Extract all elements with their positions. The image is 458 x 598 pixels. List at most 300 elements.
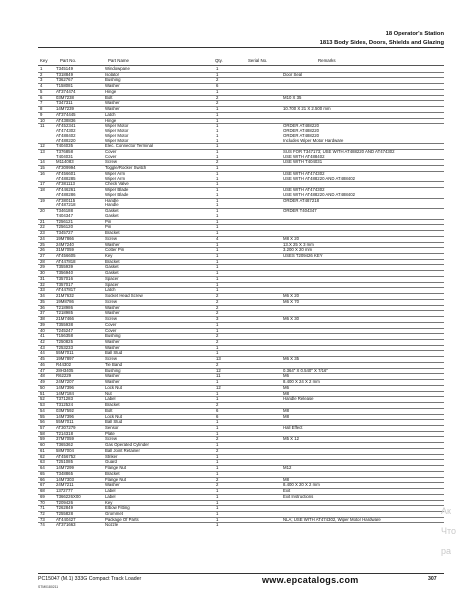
column-header-divider (38, 65, 444, 66)
cell-remarks: 8.400 X 24 X 2 mm (283, 379, 320, 385)
cell-part-name: Wiper Arm (105, 170, 126, 176)
cell-key: 74 (40, 522, 45, 528)
cell-part-name: Hinge (105, 88, 117, 94)
cell-remarks: USES T209426 KEY (283, 252, 323, 258)
cell-part-name: Washer (105, 379, 120, 385)
cell-remarks: M8 X 20 (283, 235, 300, 241)
header-divider (38, 47, 444, 48)
cell-part-no: T318849 (56, 71, 73, 77)
cell-part-no: T362767 (56, 77, 73, 83)
cell-part-name: Bracket (105, 470, 120, 476)
cell-key: 14 (40, 159, 45, 165)
cell-part-no: AT452341 (56, 123, 76, 129)
cell-part-no: AT456601 (56, 170, 76, 176)
parts-table (38, 67, 444, 528)
cell-part-no: T345727 (56, 230, 73, 236)
cell-qty: 1 (216, 132, 219, 138)
cell-key: 58 (40, 430, 45, 436)
cell-remarks: M8 (283, 413, 289, 419)
cell-key: 31 (40, 275, 45, 281)
cell-qty: 1 (216, 453, 219, 459)
cell-part-name: Hinge (105, 117, 117, 123)
cell-part-name: Cover (105, 153, 117, 159)
cell-part-no: T262849 (56, 505, 73, 511)
cell-part-name: Key (105, 499, 113, 505)
cell-part-no: T312524 (56, 402, 73, 408)
cell-part-name: Wiper Motor (105, 137, 129, 143)
cell-qty: 1 (216, 493, 219, 499)
cell-part-no: AT307279 (56, 425, 76, 430)
cell-qty: 2 (216, 298, 219, 304)
cell-part-name: Plate (105, 430, 115, 436)
cell-key: 9 (40, 111, 43, 117)
cell-part-no: AT487218 (56, 202, 76, 208)
cell-qty: 1 (216, 327, 219, 333)
cell-key: 6 (40, 94, 43, 100)
cell-qty: 1 (216, 117, 219, 123)
cell-key: 41 (40, 333, 45, 339)
cell-part-no: T347311 (56, 100, 73, 106)
cell-part-name: Lock Nut (105, 384, 122, 390)
cell-qty: 2 (216, 77, 219, 83)
cell-key: 19 (40, 197, 45, 203)
cell-key: 18 (40, 187, 45, 193)
cell-qty: 1 (216, 258, 219, 264)
cell-key: 12 (40, 143, 45, 149)
table-row (38, 522, 444, 528)
cell-qty: 2 (216, 476, 219, 482)
cell-qty: 2 (216, 100, 219, 106)
cell-part-name: Gas Operated Cylinder (105, 442, 149, 448)
cell-part-name: Screw (105, 159, 117, 165)
cell-part-name: Tie Band (105, 361, 123, 367)
cell-remarks: Hall Effect (283, 425, 303, 430)
cell-remarks: USE WITH T404031 (283, 159, 323, 165)
cell-qty: 1 (216, 419, 219, 425)
cell-key: 34 (40, 293, 45, 299)
cell-qty: 1 (216, 106, 219, 112)
cell-part-name: Lock Nut (105, 413, 122, 419)
cell-part-name: Elec. Connector Terminal (105, 143, 153, 149)
cell-part-no: 14M7396 (56, 413, 74, 419)
cell-key: 10 (40, 117, 45, 123)
cell-part-name: Bushing (105, 367, 121, 373)
cell-key: 55 (40, 413, 45, 419)
cell-part-no: T253233 (56, 344, 73, 350)
cell-qty: 1 (216, 187, 219, 193)
cell-qty: 1 (216, 128, 219, 134)
cell-part-name: Isolator (105, 71, 120, 77)
cell-part-name: Wiper Blade (105, 187, 129, 193)
cell-key: 43 (40, 344, 45, 350)
cell-part-no: T356940 (56, 270, 73, 276)
cell-remarks: 13.X 25 X 3 mm (283, 241, 314, 247)
cell-qty: 1 (216, 442, 219, 448)
cell-qty: 1 (216, 270, 219, 276)
cell-key: 66 (40, 476, 45, 482)
cell-key: 17 (40, 181, 45, 187)
cell-key: 7 (40, 100, 43, 106)
cell-key: 29 (40, 264, 45, 270)
cell-key: 61 (40, 447, 45, 453)
cell-part-name: Screw (105, 356, 117, 362)
cell-part-name: Screw (105, 436, 117, 442)
cell-remarks: Exit (283, 488, 291, 494)
cell-qty: 1 (216, 470, 219, 476)
cell-part-name: Bolt (105, 94, 113, 100)
cell-key: 15 (40, 165, 45, 171)
cell-qty: 1 (216, 170, 219, 176)
cell-key: 11 (40, 123, 45, 129)
cell-part-no: 19M8786 (56, 298, 74, 304)
cell-key: 64 (40, 465, 45, 471)
cell-part-no: T245247 (56, 327, 73, 333)
cell-part-no: AT380115 (56, 197, 76, 203)
cell-part-no: T214318 (56, 430, 73, 436)
cell-part-no: T365362 (56, 442, 73, 448)
cell-part-name: Bushing (105, 333, 121, 339)
cell-part-no: AT374474 (56, 88, 76, 94)
cell-part-name: Cover (105, 321, 117, 327)
cell-part-name: Guard (105, 459, 117, 465)
cell-qty: 4 (216, 235, 219, 241)
cell-remarks: USE WITH AT474302 (283, 187, 325, 193)
cell-part-no: 37M7059 (56, 436, 74, 442)
cell-remarks: M12 (283, 465, 292, 471)
cell-part-name: Washer (105, 482, 120, 488)
cell-key: 38 (40, 316, 45, 322)
cell-remarks: M6 X 30 (283, 316, 300, 322)
cell-part-name: Washer (105, 338, 120, 344)
cell-key: 67 (40, 482, 45, 488)
col-part-name-header: Part Name (108, 58, 129, 63)
cell-part-no: T348865 (56, 470, 73, 476)
cell-part-no: T255828 (56, 511, 73, 517)
cell-key: 5 (40, 88, 43, 94)
cell-remarks: ORDER AT488220 (283, 132, 319, 138)
cell-key: 48 (40, 373, 45, 379)
cell-part-name: Toggle/Rocker Switch (105, 165, 147, 171)
cell-qty: 1 (216, 212, 219, 218)
cell-key: 65 (40, 470, 45, 476)
cell-part-name: Socket Head Screw (105, 293, 143, 299)
cell-part-name: Bracket (105, 402, 120, 408)
cell-part-name: Handle (105, 202, 119, 208)
cell-key: 59 (40, 436, 45, 442)
watermark-text: Ак (441, 506, 451, 516)
cell-qty: 3 (216, 316, 219, 322)
cell-qty: 1 (216, 241, 219, 247)
cell-part-no: T218985 (56, 310, 73, 316)
cell-part-no: T404035 (56, 143, 73, 149)
cell-part-name: Label (105, 488, 116, 494)
cell-key: 13 (40, 149, 45, 155)
cell-part-name: Handle (105, 197, 119, 203)
cell-part-name: Bracket (105, 258, 120, 264)
cell-qty: 1 (216, 88, 219, 94)
cell-part-no: 19M7897 (56, 356, 74, 362)
cell-key: 25 (40, 241, 45, 247)
cell-qty: 1 (216, 153, 219, 159)
cell-qty: 1 (216, 165, 219, 171)
cell-key: 60 (40, 442, 45, 448)
cell-qty: 1 (216, 321, 219, 327)
cell-qty: 1 (216, 522, 219, 528)
cell-part-name: Bracket (105, 230, 120, 236)
cell-remarks: ORDER AT488220 (283, 128, 319, 134)
cell-qty: 1 (216, 264, 219, 270)
cell-key: 56 (40, 419, 45, 425)
cell-qty: 1 (216, 396, 219, 402)
cell-remarks: Handle Release (283, 396, 314, 402)
cell-part-name: Gasket (105, 208, 119, 214)
cell-part-name: Bushing (105, 77, 121, 83)
cell-qty: 1 (216, 390, 219, 396)
site-watermark: www.epcatalogs.com (262, 575, 359, 585)
cell-part-name: Ball Stud (105, 419, 123, 425)
cell-qty: 1 (216, 137, 219, 143)
cell-qty: 1 (216, 430, 219, 436)
cell-qty: 1 (216, 247, 219, 253)
cell-qty: 1 (216, 425, 219, 430)
cell-part-no: T366226X00 (56, 493, 81, 499)
cell-key: 36 (40, 304, 45, 310)
cell-qty: 2 (216, 436, 219, 442)
watermark-text: Что (441, 526, 457, 536)
cell-key: 50 (40, 384, 45, 390)
cell-part-name: Nut (105, 390, 112, 396)
cell-remarks: USE WITH AT488402 (283, 153, 325, 159)
cell-qty: 1 (216, 197, 219, 203)
cell-part-no: 24M7240 (56, 241, 74, 247)
cell-part-name: Screw (105, 235, 117, 241)
cell-part-no: 03M7592 (56, 407, 74, 413)
cell-part-no: T355939 (56, 264, 73, 270)
section-title: 18 Operator's Station (385, 31, 444, 37)
cell-part-name: Pin (105, 218, 112, 224)
footer-divider (38, 573, 444, 574)
col-key-header: Key (40, 58, 48, 63)
page-header (320, 30, 444, 47)
cell-remarks: Exit Instructions (283, 493, 314, 499)
cell-key: 68 (40, 488, 45, 494)
catalog-id: PC15047 (M.1) 333G Compact Track Loader (38, 576, 142, 582)
cell-qty: 1 (216, 208, 219, 214)
cell-remarks: 0.364" X 0.540" X 7/16" (283, 367, 328, 373)
cell-key: 27 (40, 252, 45, 258)
cell-part-name: Sensor (105, 425, 119, 430)
cell-remarks: 3.200 X 20 mm (283, 247, 313, 253)
cell-part-no: AT371663 (56, 522, 76, 528)
cell-part-no: 21M7632 (56, 293, 74, 299)
cell-qty: 1 (216, 459, 219, 465)
cell-qty: 1 (216, 111, 219, 117)
cell-remarks: NLA; USE WITH AT474302, Wiper Motor Hardware (283, 516, 381, 522)
cell-qty: 2 (216, 310, 219, 316)
col-qty-header: Qty. (215, 58, 223, 63)
cell-part-no: T209426 (56, 499, 73, 505)
cell-remarks: M8 (283, 390, 289, 396)
cell-key: 20 (40, 208, 45, 214)
cell-part-name: Package Of Parts (105, 516, 139, 522)
cell-qty: 1 (216, 66, 219, 71)
cell-qty: 1 (216, 281, 219, 287)
cell-part-name: Latch (105, 111, 116, 117)
cell-qty: 1 (216, 181, 219, 187)
cell-remarks: M6 X 35 (283, 356, 300, 362)
page-number: 307 (428, 576, 437, 582)
cell-part-name: Bolt (105, 407, 113, 413)
cell-key: 53 (40, 402, 45, 408)
cell-part-no: AT438836 (56, 117, 76, 123)
cell-part-no: 19M7866 (56, 235, 74, 241)
subsection-title: 1813 Body Sides, Doors, Shields and Glazing (319, 39, 444, 46)
cell-remarks: M8 (283, 476, 289, 482)
cell-qty: 2 (216, 402, 219, 408)
cell-key: 46 (40, 361, 45, 367)
cell-part-name: Check Valve (105, 181, 129, 187)
cell-part-name: Washer (105, 83, 120, 89)
cell-part-name: Grommet (105, 511, 123, 517)
cell-part-name: Flange Nut (105, 476, 127, 482)
cell-remarks: M10 X 35 (283, 94, 302, 100)
cell-qty: 6 (216, 407, 219, 413)
cell-key: 8 (40, 106, 43, 112)
cell-part-no: T158081 (56, 83, 73, 89)
cell-part-name: Striker (105, 453, 118, 459)
cell-part-no: AT456752 (56, 453, 76, 459)
cell-key: 40 (40, 327, 45, 333)
cell-part-name: Wiper Motor (105, 123, 129, 129)
cell-part-no: T218986 (56, 304, 73, 310)
cell-part-name: Ball Stud (105, 350, 123, 356)
cell-part-name: Cotter Pin (105, 247, 125, 253)
cell-key: 33 (40, 287, 45, 293)
cell-key: 1 (40, 66, 43, 71)
cell-part-no: 55M7011 (56, 419, 74, 425)
col-part-no-header: Part No. (60, 58, 77, 63)
cell-part-no: AT446261 (56, 187, 76, 193)
cell-remarks: SUS FOR T347173; USE WITH AT488220 AND AT474302 (283, 149, 395, 155)
cell-key: 2 (40, 71, 43, 77)
cell-qty: 1 (216, 202, 219, 208)
cell-part-no: M114083 (56, 159, 74, 165)
cell-qty: 1 (216, 191, 219, 197)
cell-part-no: 55M7011 (56, 350, 74, 356)
cell-part-no: T256121 (56, 218, 73, 224)
cell-part-no: 24M7207 (56, 379, 74, 385)
cell-part-no: 14M7299 (56, 465, 74, 471)
cell-remarks: Includes Wiper Motor Hardware (283, 137, 344, 143)
cell-key: 24 (40, 235, 45, 241)
cell-part-name: Washer (105, 241, 120, 247)
cell-part-no: T355938 (56, 321, 73, 327)
cell-key: 52 (40, 396, 45, 402)
cell-part-name: Wiper Motor (105, 132, 129, 138)
cell-qty: 1 (216, 350, 219, 356)
cell-qty: 1 (216, 505, 219, 511)
cell-part-no: AT309994 (56, 165, 76, 171)
cell-qty: 2 (216, 447, 219, 453)
cell-part-no: AT447818 (56, 258, 76, 264)
cell-remarks: 8.400 X 20 X 2 mm (283, 482, 320, 488)
cell-part-name: Washer (105, 100, 120, 106)
cell-remarks: M6 X 70 (283, 298, 300, 304)
cell-key: 45 (40, 356, 45, 362)
cell-key: 39 (40, 321, 45, 327)
cell-remarks: M6 (283, 384, 289, 390)
cell-part-name: Key (105, 252, 113, 258)
cell-qty: 1 (216, 465, 219, 471)
cell-remarks: USE WITH AT488220 AND AT488402 (283, 175, 355, 181)
cell-qty: 2 (216, 293, 219, 299)
cell-qty: 1 (216, 149, 219, 155)
cell-part-no: 14M7239 (56, 106, 74, 112)
cell-part-name: Washer (105, 373, 120, 379)
cell-part-no: AT456605 (56, 252, 76, 258)
cell-part-no: T156358 (56, 333, 73, 339)
cell-key: 51 (40, 390, 45, 396)
cell-remarks: USE WITH AT488220 AND AT488402 (283, 191, 355, 197)
cell-qty: 2 (216, 482, 219, 488)
cell-part-no: AT474302 (56, 128, 76, 134)
cell-key: 73 (40, 516, 45, 522)
cell-part-name: Label (105, 493, 116, 499)
cell-remarks: M5 X 12 (283, 436, 300, 442)
cell-part-no: 28H3405 (56, 367, 74, 373)
cell-part-no: AT488220 (56, 137, 76, 143)
cell-key: 54 (40, 407, 45, 413)
cell-qty: 1 (216, 71, 219, 77)
cell-part-no: 24M7211 (56, 482, 74, 488)
cell-part-no: T357017 (56, 281, 73, 287)
cell-key: 57 (40, 425, 45, 430)
cell-remarks: Door Seal (283, 71, 303, 77)
cell-remarks: M8 (283, 407, 289, 413)
cell-part-no: 31M7059 (56, 247, 74, 253)
cell-remarks: USE WITH AT474302 (283, 170, 325, 176)
cell-qty: 2 (216, 159, 219, 165)
cell-remarks: ORDER AT487218 (283, 197, 319, 203)
cell-part-name: Screw (105, 298, 117, 304)
cell-part-no: 58M7004 (56, 447, 74, 453)
cell-part-no: T404347 (56, 212, 73, 218)
cell-qty: 6 (216, 83, 219, 89)
cell-part-name: Latch (105, 287, 116, 293)
cell-part-no: T345149 (56, 66, 73, 71)
cell-key: 26 (40, 247, 45, 253)
cell-key: 3 (40, 77, 43, 83)
cell-part-no: T376858 (56, 149, 73, 155)
cell-key: 35 (40, 298, 45, 304)
cell-key: 30 (40, 270, 45, 276)
cell-key: 69 (40, 493, 45, 499)
cell-qty: 1 (216, 123, 219, 129)
cell-part-name: Wiper Motor (105, 128, 129, 134)
cell-key: 37 (40, 310, 45, 316)
cell-qty: 2 (216, 361, 219, 367)
cell-key: 70 (40, 499, 45, 505)
cell-qty: 1 (216, 275, 219, 281)
cell-qty: 1 (216, 218, 219, 224)
cell-part-name: Screw (105, 316, 117, 322)
cell-part-no: T346188 (56, 208, 73, 214)
cell-part-no: R44302 (56, 361, 72, 367)
cell-key: 4 (40, 83, 43, 89)
cell-key: 71 (40, 505, 45, 511)
cell-part-name: Ball Joint Retainer (105, 447, 140, 453)
cell-key: 22 (40, 224, 45, 230)
